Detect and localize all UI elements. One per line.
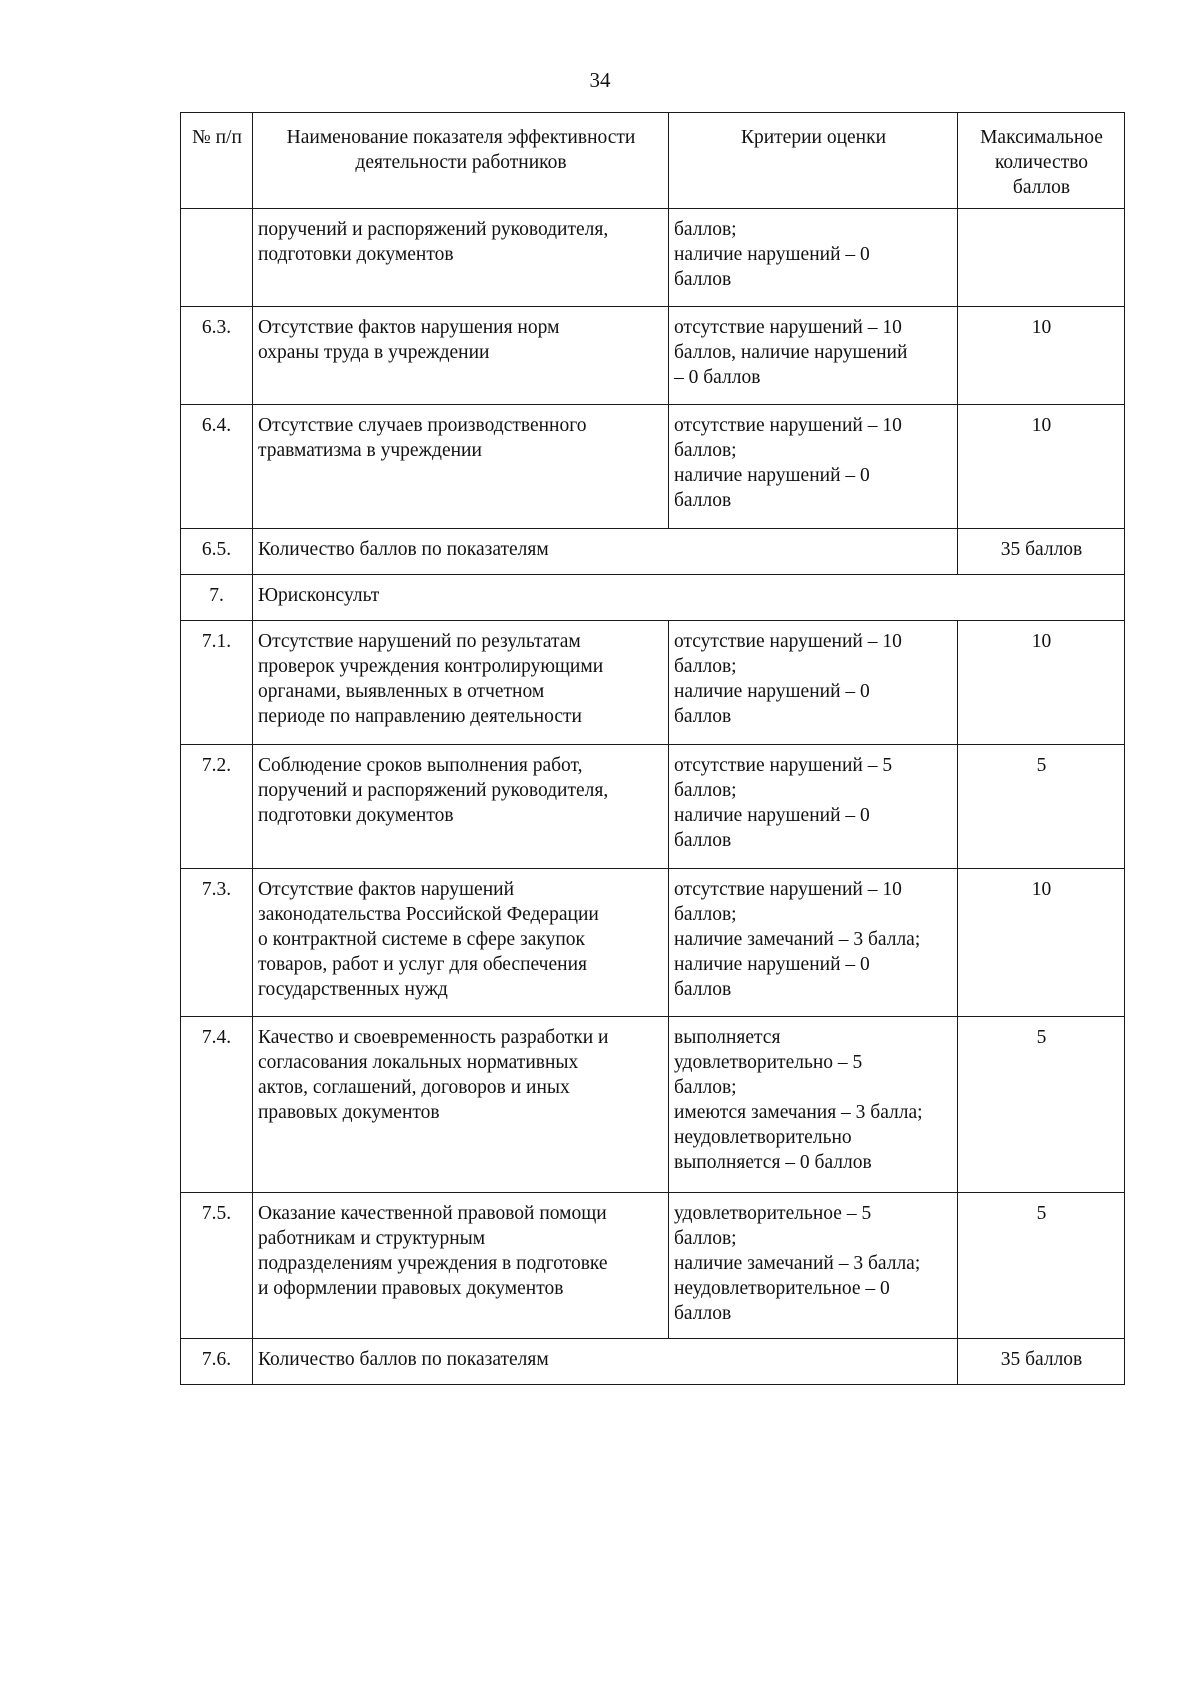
- table-row: [181, 1193, 1125, 1339]
- row-criteria: отсутствие нарушений – 10 баллов; наличие нарушений – 0 баллов: [669, 621, 958, 745]
- row-name: Качество и своевременность разработки и согласования локальных нормативных актов, соглашений, договоров и иных правовых документов: [253, 1017, 669, 1193]
- row-max: 35 баллов: [958, 529, 1125, 575]
- table-row: [181, 307, 1125, 405]
- row-name: поручений и распоряжений руководителя, подготовки документов: [253, 209, 669, 307]
- row-criteria: отсутствие нарушений – 5 баллов; наличие нарушений – 0 баллов: [669, 745, 958, 869]
- row-max: 35 баллов: [958, 1339, 1125, 1385]
- row-max: 10: [958, 405, 1125, 529]
- table-row: [181, 745, 1125, 869]
- header-num: № п/п: [181, 113, 253, 209]
- table-row-total: [181, 1339, 1125, 1385]
- row-name: Оказание качественной правовой помощи работникам и структурным подразделениям учреждения в подготовке и оформлении правовых документов: [253, 1193, 669, 1339]
- table-row-total: [181, 529, 1125, 575]
- table-row: [181, 209, 1125, 307]
- row-num: [181, 209, 253, 307]
- table-header-row: [181, 113, 1125, 209]
- row-max: 5: [958, 1193, 1125, 1339]
- row-num: 7.4.: [181, 1017, 253, 1193]
- row-num: 7.5.: [181, 1193, 253, 1339]
- row-num: 7.1.: [181, 621, 253, 745]
- header-name: Наименование показателя эффективности деятельности работников: [253, 113, 669, 209]
- row-num: 7.6.: [181, 1339, 253, 1385]
- row-max: 10: [958, 307, 1125, 405]
- row-num: 7.2.: [181, 745, 253, 869]
- row-num: 6.5.: [181, 529, 253, 575]
- row-name: Отсутствие нарушений по результатам проверок учреждения контролирующими органами, выявленных в отчетном периоде по направлению деятельности: [253, 621, 669, 745]
- indicators-table: [180, 112, 1125, 1385]
- section-title: Юрисконсульт: [253, 575, 1125, 621]
- row-name: Отсутствие случаев производственного травматизма в учреждении: [253, 405, 669, 529]
- row-criteria: отсутствие нарушений – 10 баллов; наличие нарушений – 0 баллов: [669, 405, 958, 529]
- row-num: 6.3.: [181, 307, 253, 405]
- table-row-section: [181, 575, 1125, 621]
- header-criteria: Критерии оценки: [669, 113, 958, 209]
- row-name: Отсутствие фактов нарушений законодательства Российской Федерации о контрактной системе в сфере закупок товаров, работ и услуг для обеспечения государственных нужд: [253, 869, 669, 1017]
- row-max: 10: [958, 869, 1125, 1017]
- row-criteria: отсутствие нарушений – 10 баллов; наличие замечаний – 3 балла; наличие нарушений – 0 баллов: [669, 869, 958, 1017]
- table-row: [181, 621, 1125, 745]
- page-number: 34: [589, 68, 611, 92]
- row-num: 6.4.: [181, 405, 253, 529]
- row-num: 7.: [181, 575, 253, 621]
- row-max: [958, 209, 1125, 307]
- row-criteria: удовлетворительное – 5 баллов; наличие замечаний – 3 балла; неудовлетворительное – 0 баллов: [669, 1193, 958, 1339]
- row-total-label: Количество баллов по показателям: [253, 1339, 958, 1385]
- row-total-label: Количество баллов по показателям: [253, 529, 958, 575]
- header-max: Максимальное количество баллов: [958, 113, 1125, 209]
- row-criteria: выполняется удовлетворительно – 5 баллов; имеются замечания – 3 балла; неудовлетворительно выполняется – 0 баллов: [669, 1017, 958, 1193]
- row-max: 10: [958, 621, 1125, 745]
- row-name: Соблюдение сроков выполнения работ, поручений и распоряжений руководителя, подготовки документов: [253, 745, 669, 869]
- row-max: 5: [958, 1017, 1125, 1193]
- row-name: Отсутствие фактов нарушения норм охраны труда в учреждении: [253, 307, 669, 405]
- table-row: [181, 405, 1125, 529]
- row-num: 7.3.: [181, 869, 253, 1017]
- table-row: [181, 1017, 1125, 1193]
- row-criteria: баллов; наличие нарушений – 0 баллов: [669, 209, 958, 307]
- row-max: 5: [958, 745, 1125, 869]
- row-criteria: отсутствие нарушений – 10 баллов, наличие нарушений – 0 баллов: [669, 307, 958, 405]
- table-row: [181, 869, 1125, 1017]
